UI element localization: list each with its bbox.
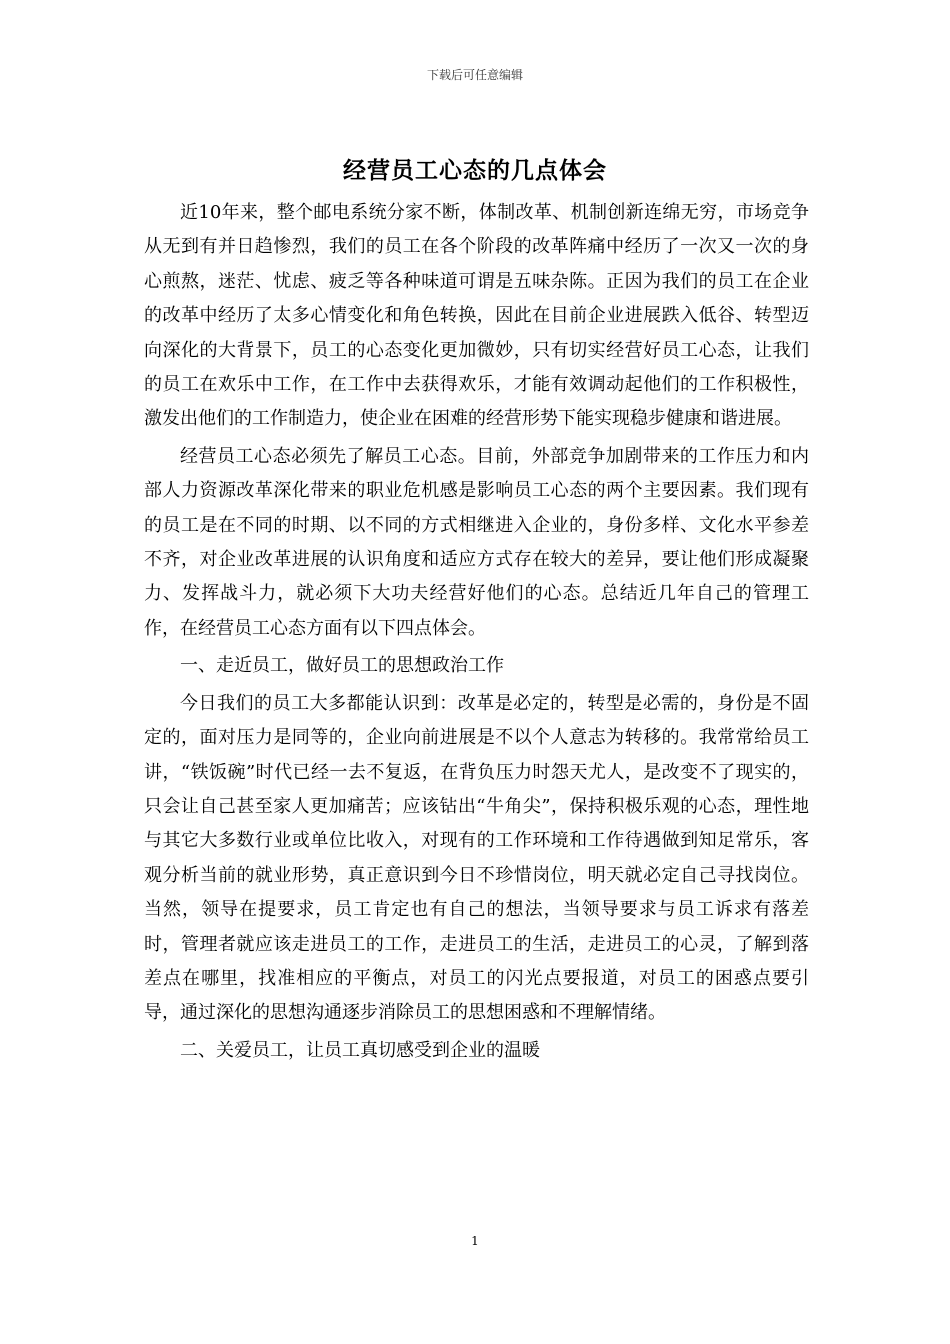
section-heading-2: 二、关爱员工，让员工真切感受到企业的温暖 xyxy=(180,1039,540,1061)
document-body xyxy=(144,196,809,1068)
paragraph-understanding: 经营员工心态必须先了解员工心态。目前，外部竞争加剧带来的工作压力和内部人力资源改革深化带来的职业危机感是影响员工心态的两个主要因素。我们现有的员工是在不同的时期、以不同的方式相继进入企业的，身份多样、文化水平参差不齐，对企业改革进展的认识角度和适应方式存在较大的差异，要让他们形成凝聚力、发挥战斗力，就必须下大功夫经营好他们的心态。总结近几年自己的管理工作，在经营员工心态方面有以下四点体会。 xyxy=(144,445,809,639)
paragraph-section-1: 今日我们的员工大多都能认识到：改革是必定的，转型是必需的，身份是不固定的，面对压力是同等的，企业向前进展是不以个人意志为转移的。我常常给员工讲，“铁饭碗”时代已经一去不复返，在背负压力时怨天尤人，是改变不了现实的，只会让自己甚至家人更加痛苦；应该钻出“牛角尖”，保持积极乐观的心态，理性地与其它大多数行业或单位比收入，对现有的工作环境和工作待遇做到知足常乐，客观分析当前的就业形势，真正意识到今日不珍惜岗位，明天就必定自己寻找岗位。当然，领导在提要求，员工肯定也有自己的想法，当领导要求与员工诉求有落差时，管理者就应该走进员工的工作，走进员工的生活，走进员工的心灵，了解到落差点在哪里，找准相应的平衡点，对员工的闪光点要报道，对员工的困惑点要引导，通过深化的思想沟通逐步消除员工的思想困惑和不理解情绪。 xyxy=(144,692,809,1024)
document-title: 经营员工心态的几点体会 xyxy=(343,157,607,184)
page-number: 1 xyxy=(471,1234,479,1248)
section-heading-1: 一、走近员工，做好员工的思想政治工作 xyxy=(180,655,504,677)
paragraph-intro: 近10年来，整个邮电系统分家不断，体制改革、机制创新连绵无穷，市场竞争从无到有并日趋惨烈，我们的员工在各个阶段的改革阵痛中经历了一次又一次的身心煎熬，迷茫、忧虑、疲乏等各种味道可谓是五味杂陈。正因为我们的员工在企业的改革中经历了太多心情变化和角色转换，因此在目前企业进展跌入低谷、转型迈向深化的大背景下，员工的心态变化更加微妙，只有切实经营好员工心态，让我们的员工在欢乐中工作，在工作中去获得欢乐，才能有效调动起他们的工作积极性，激发出他们的工作制造力，使企业在困难的经营形势下能实现稳步健康和谐进展。 xyxy=(144,202,809,430)
page-header: 下载后可任意编辑 xyxy=(426,68,523,82)
